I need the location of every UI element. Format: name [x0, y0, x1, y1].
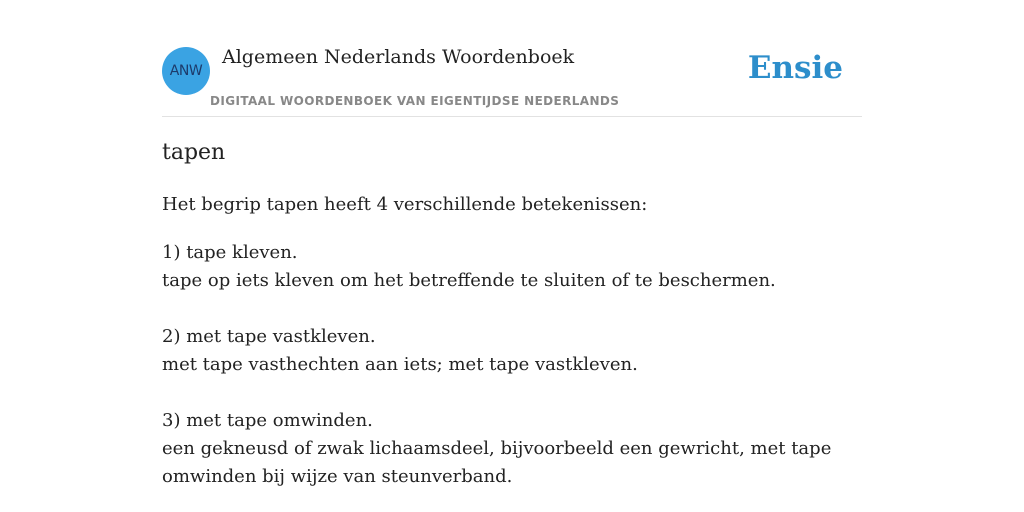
- site-title[interactable]: Algemeen Nederlands Woordenboek: [222, 46, 575, 68]
- anw-logo[interactable]: [162, 47, 210, 95]
- logo-text: ANW: [169, 63, 203, 79]
- meaning-definition: met tape vasthechten aan iets; met tape vastkleven.: [162, 354, 638, 375]
- meaning-item: [162, 407, 862, 491]
- meaning-heading: 3) met tape omwinden.: [162, 410, 373, 431]
- meanings-list: [162, 239, 862, 512]
- site-header: [162, 0, 862, 117]
- meaning-heading: 2) met tape vastkleven.: [162, 326, 376, 347]
- meaning-intro: Het begrip tapen heeft 4 verschillende betekenissen:: [162, 194, 648, 215]
- page-container: [162, 0, 862, 512]
- meaning-definition: een gekneusd of zwak lichaamsdeel, bijvoorbeeld een gewricht, met tape omwinden bij wijze van steunverband.: [162, 438, 832, 487]
- page-title: tapen: [162, 140, 226, 165]
- meaning-definition: tape op iets kleven om het betreffende te sluiten of te beschermen.: [162, 270, 776, 291]
- ensie-brand-link[interactable]: Ensie: [747, 50, 843, 86]
- meaning-heading: 1) tape kleven.: [162, 242, 298, 263]
- meaning-item: [162, 239, 862, 295]
- site-subtitle: DIGITAAL WOORDENBOEK VAN EIGENTIJDSE NEDERLANDS: [210, 94, 620, 108]
- meaning-item: [162, 323, 862, 379]
